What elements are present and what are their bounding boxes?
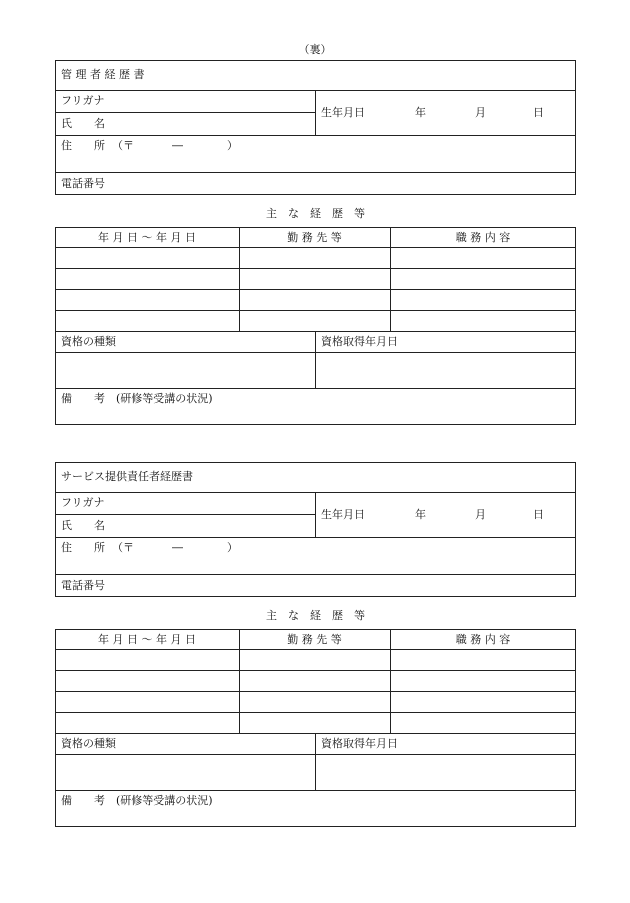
career-history-title: 主 な 経 歴 等 [266,207,365,220]
qualification-date-label: 資格取得年月日 [321,737,398,750]
qualification-date-label: 資格取得年月日 [321,335,398,348]
birth-day-label: 日 [533,508,544,521]
birth-date-label: 生年月日 [321,106,365,119]
phone-label: 電話番号 [61,177,105,190]
birth-year-label: 年 [415,106,426,119]
birth-month-label: 月 [475,508,486,521]
birth-day-label: 日 [533,106,544,119]
postal-dash: ― [172,139,183,152]
form-title: 管 理 者 経 歴 書 [61,68,145,81]
page-header: （裏） [298,43,332,56]
remarks-label: 備 考 (研修等受講の状況) [61,794,213,807]
remarks-label: 備 考 (研修等受講の状況) [61,392,213,405]
col-duties-header: 職 務 内 容 [455,633,511,646]
col-period-header: 年 月 日 ～ 年 月 日 [98,231,196,244]
career-history-title: 主 な 経 歴 等 [266,609,365,622]
phone-label: 電話番号 [61,579,105,592]
address-label: 住 所 [61,139,105,152]
furigana-label: フリガナ [61,496,105,509]
postal-dash: ― [172,541,183,554]
col-period-header: 年 月 日 ～ 年 月 日 [98,633,196,646]
col-workplace-header: 勤 務 先 等 [287,231,342,244]
postal-open: （〒 [112,139,134,152]
postal-close: ） [227,541,238,554]
name-label: 氏 名 [61,117,105,130]
birth-year-label: 年 [415,508,426,521]
form-title: サービス提供責任者経歴書 [61,470,193,483]
qualification-type-label: 資格の種類 [61,335,116,348]
qualification-type-label: 資格の種類 [61,737,116,750]
postal-open: （〒 [112,541,134,554]
col-workplace-header: 勤 務 先 等 [287,633,342,646]
birth-month-label: 月 [475,106,486,119]
address-label: 住 所 [61,541,105,554]
birth-date-label: 生年月日 [321,508,365,521]
furigana-label: フリガナ [61,94,105,107]
col-duties-header: 職 務 内 容 [455,231,511,244]
name-label: 氏 名 [61,519,105,532]
postal-close: ） [227,139,238,152]
